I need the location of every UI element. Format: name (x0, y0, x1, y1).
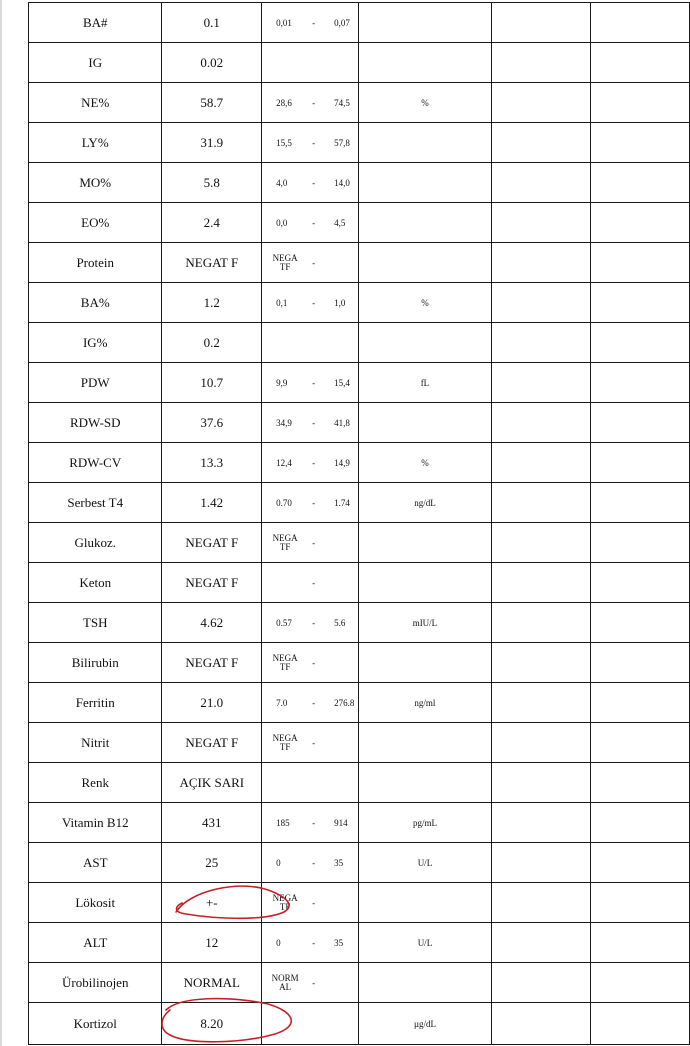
table-row (29, 483, 690, 523)
reference-low: 4,0 (276, 177, 288, 188)
reference-low: NEGA TF (272, 732, 298, 752)
test-name-cell: ALT (29, 923, 162, 963)
reference-range-cell (262, 963, 359, 1003)
reference-range-cell (262, 283, 359, 323)
empty-cell (590, 83, 689, 123)
unit-cell: ng/dL (359, 483, 491, 523)
empty-cell (491, 683, 590, 723)
test-name-cell: BA% (29, 283, 162, 323)
range-dash: - (312, 17, 316, 28)
reference-range-cell (262, 203, 359, 243)
reference-low: 0.57 (276, 617, 292, 628)
range-dash: - (312, 537, 316, 548)
empty-cell (590, 483, 689, 523)
table-row (29, 363, 690, 403)
empty-cell (590, 763, 689, 803)
empty-cell (491, 723, 590, 763)
unit-cell (359, 643, 491, 683)
range-dash: - (312, 977, 316, 988)
test-name-cell: RDW-SD (29, 403, 162, 443)
range-dash: - (312, 257, 316, 268)
reference-low: NEGA TF (272, 892, 298, 912)
empty-cell (491, 643, 590, 683)
range-dash: - (312, 217, 316, 228)
table-row (29, 643, 690, 683)
table-row (29, 123, 690, 163)
result-cell: 4.62 (162, 603, 262, 643)
range-dash: - (312, 297, 316, 308)
table-row (29, 723, 690, 763)
test-name-cell: TSH (29, 603, 162, 643)
reference-range-cell (262, 843, 359, 883)
empty-cell (590, 123, 689, 163)
unit-cell: U/L (359, 843, 491, 883)
range-dash: - (312, 417, 316, 428)
result-cell: 8.20 (162, 1003, 262, 1045)
test-name-cell: Nitrit (29, 723, 162, 763)
reference-range-cell (262, 83, 359, 123)
reference-high: 35 (334, 857, 344, 868)
reference-high: 74,5 (334, 97, 350, 108)
empty-cell (491, 243, 590, 283)
reference-low: 0 (276, 937, 281, 948)
unit-cell (359, 3, 491, 43)
range-dash: - (312, 857, 316, 868)
result-cell: 10.7 (162, 363, 262, 403)
empty-cell (491, 1003, 590, 1045)
reference-range-cell (262, 603, 359, 643)
result-cell: AÇIK SARI (162, 763, 262, 803)
empty-cell (491, 883, 590, 923)
reference-range-cell (262, 483, 359, 523)
empty-cell (491, 3, 590, 43)
empty-cell (491, 443, 590, 483)
reference-high: 57,8 (334, 137, 350, 148)
empty-cell (491, 763, 590, 803)
empty-cell (590, 523, 689, 563)
table-row (29, 283, 690, 323)
test-name-cell: Glukoz. (29, 523, 162, 563)
unit-cell (359, 883, 491, 923)
unit-cell (359, 43, 491, 83)
reference-range-cell (262, 563, 359, 603)
range-dash: - (312, 177, 316, 188)
table-row (29, 3, 690, 43)
test-name-cell: IG% (29, 323, 162, 363)
empty-cell (491, 483, 590, 523)
result-cell: 1.2 (162, 283, 262, 323)
page-edge (0, 0, 2, 1046)
empty-cell (590, 963, 689, 1003)
test-name-cell: BA# (29, 3, 162, 43)
empty-cell (590, 643, 689, 683)
unit-cell (359, 323, 491, 363)
table-row (29, 843, 690, 883)
reference-range-cell (262, 123, 359, 163)
range-dash: - (312, 137, 316, 148)
table-row (29, 443, 690, 483)
reference-high: 276.8 (334, 697, 355, 708)
test-name-cell: PDW (29, 363, 162, 403)
result-cell: 2.4 (162, 203, 262, 243)
empty-cell (590, 923, 689, 963)
result-cell: NEGAT F (162, 643, 262, 683)
empty-cell (491, 923, 590, 963)
test-name-cell: Bilirubin (29, 643, 162, 683)
reference-range-cell (262, 923, 359, 963)
empty-cell (590, 603, 689, 643)
result-cell: 31.9 (162, 123, 262, 163)
unit-cell: mIU/L (359, 603, 491, 643)
result-cell: NORMAL (162, 963, 262, 1003)
reference-low: NORM AL (271, 972, 299, 992)
reference-low: 34,9 (276, 417, 292, 428)
test-name-cell: LY% (29, 123, 162, 163)
reference-high: 5.6 (334, 617, 346, 628)
empty-cell (590, 43, 689, 83)
reference-low: 28,6 (276, 97, 292, 108)
table-row (29, 523, 690, 563)
unit-cell: fL (359, 363, 491, 403)
unit-cell (359, 763, 491, 803)
test-name-cell: Keton (29, 563, 162, 603)
empty-cell (590, 283, 689, 323)
reference-low: 0,0 (276, 217, 288, 228)
reference-high: 0,07 (334, 17, 350, 28)
reference-low: 7.0 (276, 697, 288, 708)
test-name-cell: Protein (29, 243, 162, 283)
unit-cell: ng/ml (359, 683, 491, 723)
reference-range-cell (262, 763, 359, 803)
result-cell: 21.0 (162, 683, 262, 723)
result-cell: NEGAT F (162, 723, 262, 763)
result-cell: 0.2 (162, 323, 262, 363)
unit-cell: % (359, 83, 491, 123)
test-name-cell: Ürobilinojen (29, 963, 162, 1003)
reference-range-cell (262, 643, 359, 683)
reference-low: 0.70 (276, 497, 292, 508)
unit-cell (359, 963, 491, 1003)
reference-range-cell (262, 883, 359, 923)
empty-cell (491, 523, 590, 563)
result-cell: 431 (162, 803, 262, 843)
empty-cell (590, 683, 689, 723)
reference-range-cell (262, 3, 359, 43)
unit-cell: % (359, 443, 491, 483)
unit-cell (359, 563, 491, 603)
range-dash: - (312, 737, 316, 748)
test-name-cell: MO% (29, 163, 162, 203)
reference-high: 15,4 (334, 377, 350, 388)
result-cell: NEGAT F (162, 563, 262, 603)
empty-cell (491, 43, 590, 83)
result-cell: 5.8 (162, 163, 262, 203)
reference-low: NEGA TF (272, 252, 298, 272)
range-dash: - (312, 497, 316, 508)
result-cell: 12 (162, 923, 262, 963)
unit-cell: U/L (359, 923, 491, 963)
test-name-cell: Serbest T4 (29, 483, 162, 523)
reference-range-cell (262, 323, 359, 363)
reference-high: 1.74 (334, 497, 350, 508)
empty-cell (590, 723, 689, 763)
unit-cell (359, 723, 491, 763)
reference-range-cell (262, 683, 359, 723)
empty-cell (590, 883, 689, 923)
reference-high: 1,0 (334, 297, 346, 308)
test-name-cell: AST (29, 843, 162, 883)
unit-cell (359, 243, 491, 283)
table-row (29, 603, 690, 643)
table-row (29, 83, 690, 123)
reference-high: 35 (334, 937, 344, 948)
table-row (29, 323, 690, 363)
empty-cell (491, 963, 590, 1003)
result-cell: +- (162, 883, 262, 923)
test-name-cell: Kortizol (29, 1003, 162, 1045)
empty-cell (491, 803, 590, 843)
empty-cell (590, 803, 689, 843)
table-row (29, 803, 690, 843)
unit-cell (359, 123, 491, 163)
result-cell: 58.7 (162, 83, 262, 123)
reference-low: NEGA TF (272, 652, 298, 672)
unit-cell: µg/dL (359, 1003, 491, 1045)
empty-cell (491, 83, 590, 123)
reference-range-cell (262, 43, 359, 83)
table-row (29, 763, 690, 803)
unit-cell: pg/mL (359, 803, 491, 843)
reference-low: NEGA TF (272, 532, 298, 552)
range-dash: - (312, 657, 316, 668)
test-name-cell: Ferritin (29, 683, 162, 723)
table-row (29, 563, 690, 603)
result-cell: NEGAT F (162, 243, 262, 283)
reference-high: 41,8 (334, 417, 350, 428)
reference-low: 0,01 (276, 17, 292, 28)
reference-range-cell (262, 443, 359, 483)
result-cell: 25 (162, 843, 262, 883)
unit-cell (359, 163, 491, 203)
reference-high: 4,5 (334, 217, 346, 228)
empty-cell (491, 363, 590, 403)
table-row (29, 163, 690, 203)
reference-range-cell (262, 243, 359, 283)
unit-cell (359, 403, 491, 443)
range-dash: - (312, 897, 316, 908)
reference-range-cell (262, 403, 359, 443)
empty-cell (590, 403, 689, 443)
test-name-cell: Renk (29, 763, 162, 803)
reference-high: 14,0 (334, 177, 350, 188)
result-cell: 1.42 (162, 483, 262, 523)
reference-low: 15,5 (276, 137, 292, 148)
reference-range-cell (262, 363, 359, 403)
range-dash: - (312, 617, 316, 628)
empty-cell (491, 203, 590, 243)
empty-cell (590, 243, 689, 283)
reference-low: 0 (276, 857, 281, 868)
reference-high: 914 (334, 817, 348, 828)
range-dash: - (312, 377, 316, 388)
test-name-cell: EO% (29, 203, 162, 243)
reference-low: 0,1 (276, 297, 288, 308)
test-name-cell: NE% (29, 83, 162, 123)
empty-cell (590, 843, 689, 883)
range-dash: - (312, 457, 316, 468)
unit-cell (359, 523, 491, 563)
test-name-cell: IG (29, 43, 162, 83)
table-row (29, 243, 690, 283)
empty-cell (590, 443, 689, 483)
unit-cell (359, 203, 491, 243)
reference-high: 14,9 (334, 457, 350, 468)
reference-range-cell (262, 723, 359, 763)
range-dash: - (312, 937, 316, 948)
test-name-cell: Vitamin B12 (29, 803, 162, 843)
empty-cell (491, 323, 590, 363)
empty-cell (491, 163, 590, 203)
reference-low: 185 (276, 817, 290, 828)
lab-results-table (28, 2, 690, 1045)
table-row (29, 403, 690, 443)
table-row (29, 883, 690, 923)
range-dash: - (312, 697, 316, 708)
table-row (29, 963, 690, 1003)
range-dash: - (312, 97, 316, 108)
empty-cell (590, 323, 689, 363)
table-row (29, 1003, 690, 1045)
reference-low: 12,4 (276, 457, 292, 468)
empty-cell (590, 563, 689, 603)
empty-cell (491, 283, 590, 323)
range-dash: - (312, 577, 316, 588)
table-row (29, 683, 690, 723)
range-dash: - (312, 817, 316, 828)
table-row (29, 43, 690, 83)
result-cell: NEGAT F (162, 523, 262, 563)
reference-range-cell (262, 163, 359, 203)
table-row (29, 923, 690, 963)
empty-cell (590, 163, 689, 203)
empty-cell (491, 123, 590, 163)
reference-low: 9,9 (276, 377, 288, 388)
empty-cell (491, 843, 590, 883)
result-cell: 0.1 (162, 3, 262, 43)
result-cell: 37.6 (162, 403, 262, 443)
empty-cell (491, 603, 590, 643)
empty-cell (590, 203, 689, 243)
lab-results-body (29, 3, 690, 1045)
empty-cell (590, 3, 689, 43)
reference-range-cell (262, 803, 359, 843)
unit-cell: % (359, 283, 491, 323)
reference-range-cell (262, 1003, 359, 1045)
empty-cell (590, 1003, 689, 1045)
empty-cell (491, 403, 590, 443)
test-name-cell: RDW-CV (29, 443, 162, 483)
test-name-cell: Lökosit (29, 883, 162, 923)
reference-range-cell (262, 523, 359, 563)
empty-cell (491, 563, 590, 603)
empty-cell (590, 363, 689, 403)
table-row (29, 203, 690, 243)
result-cell: 0.02 (162, 43, 262, 83)
result-cell: 13.3 (162, 443, 262, 483)
